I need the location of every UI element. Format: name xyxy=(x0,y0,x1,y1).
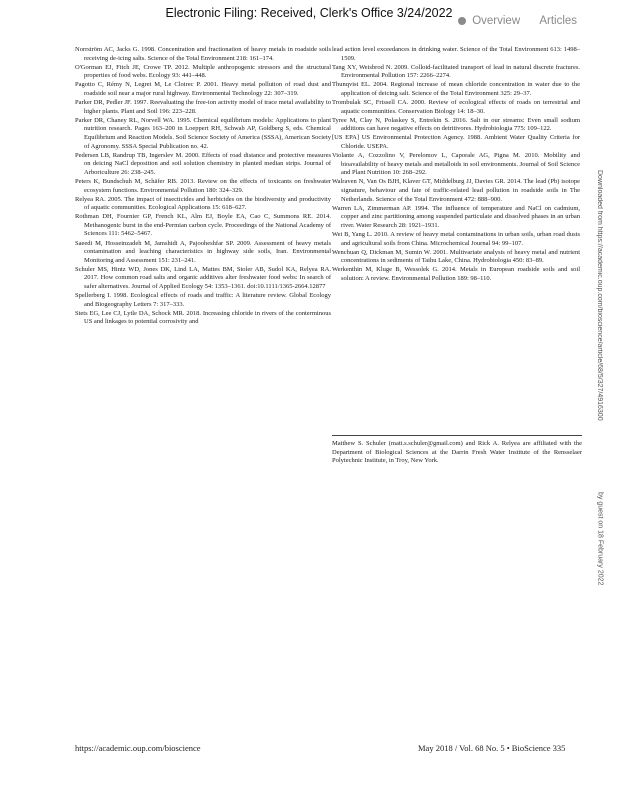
reference-entry: Wei B, Yang L. 2010. A review of heavy metal contaminations in urban soils, urban road dusts and agricultural soils from China. Microchemical Journal 94: 99–107. xyxy=(332,230,580,247)
circle-icon xyxy=(458,17,466,25)
reference-entry: Stets EG, Lee CJ, Lytle DA, Schock MR. 2018. Increasing chloride in rivers of the conterminous US and linkages to potential corrosivity and xyxy=(75,309,331,326)
nav-overview-link[interactable]: Overview xyxy=(472,15,521,27)
reference-entry: Warren LA, Zimmerman AP. 1994. The influence of temperature and NaCl on cadmium, copper and zinc partitioning among suspended particulate and dissolved phases in an urban river. Water Research 28: 1921–1931. xyxy=(332,204,580,229)
reference-entry: Parker DR, Chaney RL, Norvell WA. 1995. Chemical equilibrium models: Applications to plant nutrition research. Pages 163–200 in Loeppert RH, Schwab AP, Goldberg S, eds. Chemical Equilibrium and Reaction Models. Soil Science Society of America (SSSA), American Society of Agronomy. SSSA Special Publication no. 42. xyxy=(75,116,331,150)
nav-articles-link[interactable]: Articles xyxy=(539,15,578,27)
reference-entry: Saeedi M, Hosseinzadeh M, Jamshidi A, Pajooheshfar SP. 2009. Assessment of heavy metals contamination and leaching characteristics in highway side soils, Iran. Environmental Monitoring and Assessment 151: 231–241. xyxy=(75,239,331,264)
references-left-column xyxy=(75,46,331,328)
journal-url[interactable]: https://academic.oup.com/bioscience xyxy=(75,743,201,753)
download-watermark xyxy=(596,170,604,585)
reference-entry: Trombulak SC, Frissell CA. 2000. Review of ecological effects of roads on terrestrial and aquatic communities. Conservation Biology 14: 18–30. xyxy=(332,99,580,115)
reference-entry: Pagotto C, Rémy N, Legret M, Le Cloirec P. 2001. Heavy metal pollution of road dust and roadside soil near a major rural highway. Environmental Technology 22: 307–319. xyxy=(75,81,331,97)
reference-entry: Walraven N, Van Os BJH, Klaver GT, Middelburg JJ, Davies GR. 2014. The lead (Pb) isotope signature, behaviour and fate of traffic-related lead pollution in roadside soils in The Netherlands. Science of the Total Environment 472: 888–900. xyxy=(332,178,580,203)
top-navigation xyxy=(458,15,577,27)
reference-entry: Relyea RA. 2005. The impact of insecticides and herbicides on the biodiversity and productivity of aquatic communities. Ecological Applications 15: 618–627. xyxy=(75,195,331,212)
reference-entry: Norrström AC, Jacks G. 1998. Concentration and fractionation of heavy metals in roadside soils receiving de-icing salts. Science of the Total Environment 218: 161–174. xyxy=(75,46,331,62)
reference-entry: Pedersen LB, Randrup TB, Ingerslev M. 2000. Effects of road distance and protective measures on deicing NaCl deposition and soil solution chemistry in planted median strips. Journal of Arboriculture 26: 238–245. xyxy=(75,151,331,176)
reference-entry: O'Gorman EJ, Fitch JE, Crowe TP. 2012. Multiple anthropogenic stressors and the structural properties of food webs. Ecology 93: 441–448. xyxy=(75,63,331,80)
download-watermark-source: Downloaded from https://academic.oup.com/bioscience/article/68/5/327/4916300 xyxy=(596,170,603,421)
electronic-filing-stamp: Electronic Filing: Received, Clerk's Office 3/24/2022 xyxy=(165,6,453,20)
download-watermark-date: by guest on 18 February 2022 xyxy=(596,491,604,586)
reference-entry: Rothman DH, Fournier GP, French KL, Alm EJ, Boyle EA, Cao C, Summons RE. 2014. Methanogenic burst in the end-Permian carbon cycle. Proceedings of the National Academy of Sciences 111: 5462–5467. xyxy=(75,213,331,238)
reference-entry: Wenchuan Q, Dickman M, Sumin W. 2001. Multivariate analysis of heavy metal and nutrient concentrations in sediments of Taihu Lake, China. Hydrobiologia 450: 83–89. xyxy=(332,248,580,265)
reference-entry: Violante A, Cozzolino V, Perelomov L, Caporale AG, Pigna M. 2010. Mobility and bioavailability of heavy metals and metalloids in soil environments. Journal of Soil Science and Plant Nutrition 10: 268–292. xyxy=(332,152,580,177)
references-right-column xyxy=(332,46,580,284)
reference-entry: Thunqvist EL. 2004. Regional increase of mean chloride concentration in water due to the application of deicing salt. Science of the Total Environment 325: 29–37. xyxy=(332,81,580,97)
reference-entry: Parker DR, Pedler JF. 1997. Reevaluating the free-ion activity model of trace metal availability to higher plants. Plant and Soil 196: 223–228. xyxy=(75,99,331,115)
reference-entry: Spellerberg I. 1998. Ecological effects of roads and traffic: A literature review. Global Ecology and Biogeography Letters 7: 317–333. xyxy=(75,292,331,308)
reference-entry: [US EPA] US Environmental Protection Agency. 1988. Ambient Water Quality Criteria for Chloride. USEPA. xyxy=(332,134,580,151)
reference-entry: Peters K, Bundschuh M, Schäfer RB. 2013. Review on the effects of toxicants on freshwater ecosystem functions. Environmental Pollution 180: 324–329. xyxy=(75,177,331,194)
reference-entry: Tyree M, Clay N, Polaskey S, Entrekin S. 2016. Salt in our streams: Even small sodium additions can have negative effects on detritivores. Hydrobiologia 775: 109–122. xyxy=(332,116,580,133)
page-citation: May 2018 / Vol. 68 No. 5 • BioScience 335 xyxy=(418,743,566,753)
reference-entry: Schuler MS, Hintz WD, Jones DK, Lind LA, Mattes BM, Stoler AB, Sudol KA, Relyea RA. 2017. How common road salts and organic additives alter freshwater food webs: In search of safer alternatives. Journal of Applied Ecology 54: 1353–1361. doi:10.1111/1365-2664.12877 xyxy=(75,265,331,291)
reference-entry: Tang XY, Weisbrod N. 2009. Colloid-facilitated transport of lead in natural discrete fractures. Environmental Pollution 157: 2266–2274. xyxy=(332,63,580,80)
reference-entry: lead action level exceedances in drinking water. Science of the Total Environment 613: 1498–1509. xyxy=(332,46,580,62)
author-affiliation-note: Matthew S. Schuler (matt.s.schuler@gmail.com) and Rick A. Relyea are affiliated with the Department of Biological Sciences at the Darrin Fresh Water Institute of the Rensselaer Polytechnic Institute, in Troy, New York. xyxy=(332,435,582,466)
reference-entry: Werkenthin M, Kluge B, Wessolek G. 2014. Metals in European roadside soils and soil solution: A review. Environmental Pollution 189: 98–110. xyxy=(332,266,580,282)
